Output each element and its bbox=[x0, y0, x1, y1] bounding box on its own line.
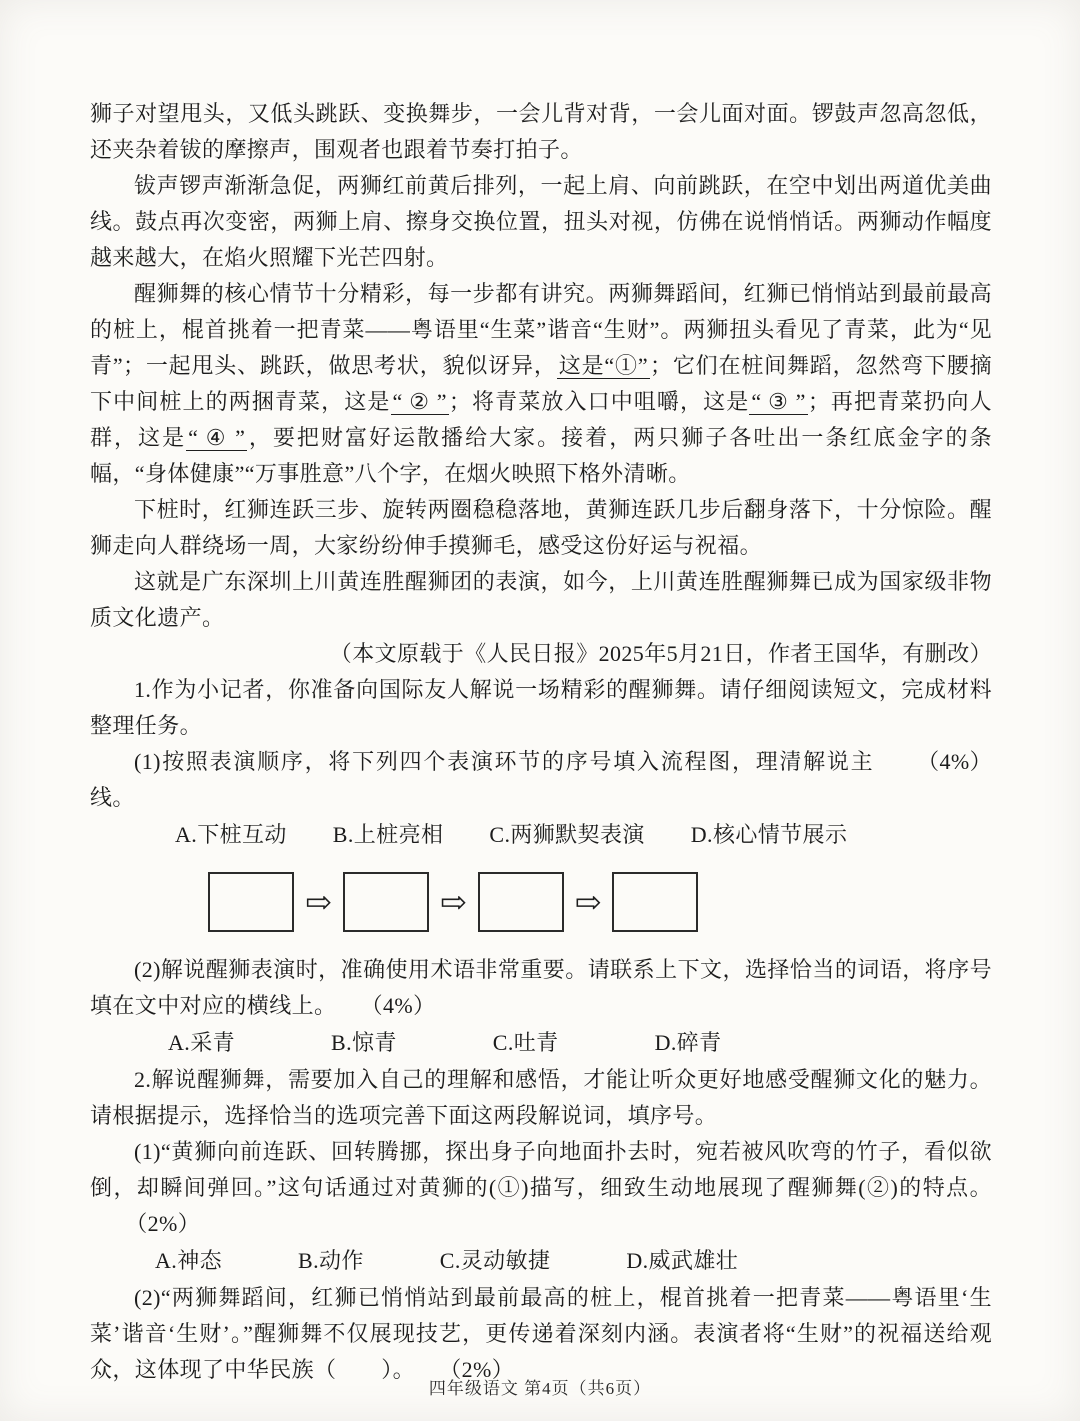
question-text: (1)“黄狮向前连跃、回转腾挪，探出身子向地面扑去时，宛若被风吹弯的竹子，看似欲倒，却瞬间弹回。”这句话通过对黄狮的(①)描写，细致生动地展现了醒狮舞(②)的特点。 bbox=[90, 1139, 992, 1200]
question-2-intro: 2.解说醒狮舞，需要加入自己的理解和感悟，才能让听众更好地感受醒狮文化的魅力。请根据提示，选择恰当的选项完善下面这两段解说词，填序号。 bbox=[90, 1067, 992, 1128]
text-segment: ；它们在桩间舞蹈，忽然弯下腰摘下中间桩上的两捆青菜，这是 bbox=[90, 353, 992, 414]
passage-paragraph-1: 狮子对望甩头，又低头跳跃、变换舞步，一会儿背对背，一会儿面对面。锣鼓声忽高忽低，还夹杂着钹的摩擦声，围观者也跟着节奏打拍子。 bbox=[90, 101, 992, 162]
text-segment: ；再把青菜扔向人群，这是 bbox=[90, 389, 993, 450]
passage-paragraph-3 bbox=[90, 276, 992, 492]
option-c: C.吐青 bbox=[492, 1030, 559, 1055]
option-b: B.上桩亮相 bbox=[332, 822, 444, 847]
question-1-part1-options bbox=[90, 816, 992, 854]
score-label: （4%） bbox=[371, 993, 436, 1018]
flowchart-answer-box-4 bbox=[612, 872, 698, 932]
question-1-intro: 1.作为小记者，你准备向国际友人解说一场精彩的醒狮舞。请仔细阅读短文，完成材料整理任务。 bbox=[90, 677, 992, 738]
question-1-part1 bbox=[90, 744, 992, 816]
question-text: (1)按照表演顺序，将下列四个表演环节的序号填入流程图，理清解说主线。 bbox=[90, 749, 874, 810]
passage-paragraph-2: 钹声锣声渐渐急促，两狮红前黄后排列，一起上肩、向前跳跃，在空中划出两道优美曲线。鼓点再次变密，两狮上肩、擦身交换位置，扭头对视，仿佛在说悄悄话。两狮动作幅度越来越大，在焰火照耀下光芒四射。 bbox=[90, 173, 992, 270]
flowchart-answer-box-1 bbox=[208, 872, 294, 932]
question-2-part1 bbox=[90, 1134, 992, 1242]
question-1-part2-options bbox=[90, 1024, 992, 1062]
passage-paragraph-4: 下桩时，红狮连跃三步、旋转两圈稳稳落地，黄狮连跃几步后翻身落下，十分惊险。醒狮走向人群绕场一周，大家纷纷伸手摸狮毛，感受这份好运与祝福。 bbox=[90, 497, 992, 558]
passage-paragraph-5: 这就是广东深圳上川黄连胜醒狮团的表演，如今，上川黄连胜醒狮舞已成为国家级非物质文化遗产。 bbox=[90, 569, 992, 630]
question-2-part1-options bbox=[90, 1242, 992, 1280]
blank-underline-3: “ ③ ” bbox=[751, 389, 806, 414]
score-label: （4%） bbox=[917, 749, 992, 774]
text-segment: 醒狮舞的核心情节十分精彩，每一步都有讲究。两狮舞蹈间，红狮已悄悄站到最前最高的桩上，棍首挑着一把青菜——粤语里“生菜”谐音“生财”。两狮扭头看见了青菜，此为“见青”；一起甩头、跳跃，做思考状，貌似讶异， bbox=[90, 281, 992, 378]
option-b: B.惊青 bbox=[331, 1030, 397, 1055]
flowchart-answer-box-3 bbox=[478, 872, 564, 932]
blank-underline-4: “ ④ ” bbox=[188, 425, 246, 450]
flowchart bbox=[90, 870, 992, 934]
option-c: C.两狮默契表演 bbox=[489, 822, 645, 847]
arrow-right-icon: ⇨ bbox=[439, 884, 467, 920]
option-d: D.核心情节展示 bbox=[690, 822, 848, 847]
question-text: (2)“两狮舞蹈间，红狮已悄悄站到最前最高的桩上，棍首挑着一把青菜——粤语里‘生菜’谐音‘生财’。”醒狮舞不仅展现技艺，更传递着深刻内涵。表演者将“生财”的祝福送给观众，这体现了中华民族（ ）。 bbox=[90, 1285, 992, 1382]
blank-underline-2: “ ② ” bbox=[392, 389, 447, 414]
question-text: (2)解说醒狮表演时，准确使用术语非常重要。请联系上下文，选择恰当的词语，将序号填在文中对应的横线上。 bbox=[90, 957, 992, 1018]
arrow-right-icon: ⇨ bbox=[305, 884, 332, 920]
question-1-part2 bbox=[90, 952, 992, 1024]
option-a: A.下桩互动 bbox=[175, 822, 287, 847]
text-segment: ；将青菜放入口中咀嚼，这是 bbox=[448, 389, 750, 414]
text-segment: ，要把财富好运散播给大家。接着，两只狮子各吐出一条红底金字的条幅，“身体健康”“万事胜意”八个字，在烟火映照下格外清晰。 bbox=[90, 425, 992, 486]
option-d: D.威武雄壮 bbox=[626, 1248, 739, 1273]
option-a: A.神态 bbox=[155, 1248, 222, 1273]
score-label: （2%） bbox=[450, 1357, 515, 1382]
arrow-right-icon: ⇨ bbox=[574, 884, 602, 920]
option-a: A.采青 bbox=[168, 1030, 235, 1055]
score-label: （2%） bbox=[125, 1211, 201, 1236]
option-d: D.碎青 bbox=[654, 1030, 722, 1055]
source-attribution: （本文原载于《人民日报》2025年5月21日，作者王国华，有删改） bbox=[329, 641, 992, 666]
question-2-part2 bbox=[90, 1280, 992, 1388]
page-footer: 四年级语文 第4页（共6页） bbox=[428, 1379, 652, 1398]
option-b: B.动作 bbox=[298, 1248, 364, 1273]
option-c: C.灵动敏捷 bbox=[439, 1248, 551, 1273]
blank-underline-1: 这是“①” bbox=[558, 353, 648, 378]
flowchart-answer-box-2 bbox=[343, 872, 429, 932]
